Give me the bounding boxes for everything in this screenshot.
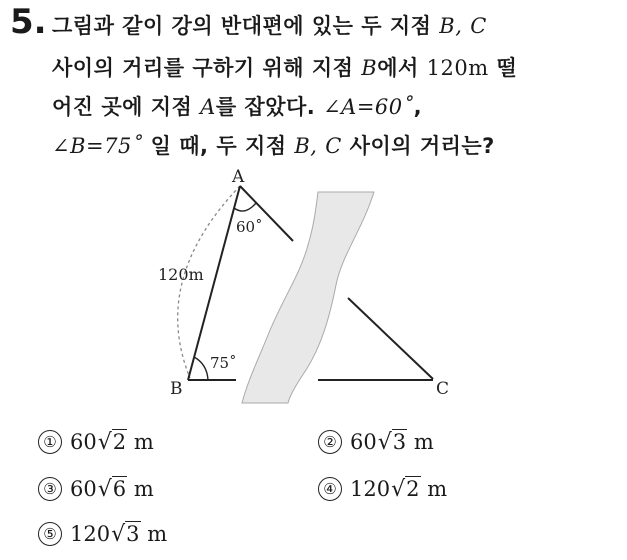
angle-a-expression: ∠A=60˚ xyxy=(323,95,414,119)
label-b: B xyxy=(170,379,183,399)
choice-radicand: 2 xyxy=(112,430,127,454)
choice-radicand: 3 xyxy=(126,522,140,546)
choice-unit: m xyxy=(147,522,168,546)
question-text: 어진 곳에 지점 xyxy=(52,95,201,119)
choice-radicand: 3 xyxy=(392,430,407,454)
question-text: 사이의 거리를 구하기 위해 지점 xyxy=(52,56,362,80)
choice-coefficient: 120 xyxy=(350,477,391,501)
choice-coefficient: 60 xyxy=(70,477,97,501)
point-c-ref: C xyxy=(325,134,342,158)
choice-number: ③ xyxy=(38,477,62,501)
question-text: , xyxy=(413,95,423,119)
point-b-ref: B xyxy=(361,56,378,80)
question-text: 그림과 같이 강의 반대편에 있는 두 지점 xyxy=(52,14,440,38)
choice-5[interactable] xyxy=(38,522,167,547)
question-text: 사이의 거리는? xyxy=(341,134,495,158)
sqrt-symbol: √3 xyxy=(111,522,140,547)
comma: , xyxy=(455,14,463,38)
choice-unit: m xyxy=(133,430,154,454)
choice-number: ② xyxy=(318,430,342,454)
question-number: 5. xyxy=(10,2,47,42)
distance-unit: m xyxy=(468,56,489,80)
question-text: 에서 xyxy=(377,56,427,80)
choice-radicand: 6 xyxy=(112,477,127,501)
sqrt-symbol: √3 xyxy=(377,430,407,455)
choice-number: ④ xyxy=(318,477,342,501)
point-a-ref: A xyxy=(200,95,216,119)
angle-a-arc xyxy=(234,203,256,211)
comma: , xyxy=(310,134,318,158)
choice-3[interactable] xyxy=(38,477,154,502)
angle-b-label: 75˚ xyxy=(210,354,237,372)
choice-4[interactable] xyxy=(318,477,447,502)
choice-coefficient: 60 xyxy=(70,430,97,454)
side-ab-label: 120m xyxy=(158,265,204,284)
choice-number: ① xyxy=(38,430,62,454)
choice-coefficient: 120 xyxy=(70,522,111,546)
question-text: 일 때, 두 지점 xyxy=(142,134,295,158)
choice-radicand: 2 xyxy=(406,477,420,501)
label-a: A xyxy=(232,167,245,187)
angle-b-expression: ∠B=75˚ xyxy=(52,134,143,158)
sqrt-symbol: √2 xyxy=(97,430,127,455)
choice-number: ⑤ xyxy=(38,522,62,546)
label-c: C xyxy=(436,379,450,399)
ray-to-c-upper xyxy=(348,298,433,379)
point-b-ref: B xyxy=(439,14,456,38)
choice-coefficient: 60 xyxy=(350,430,377,454)
choice-unit: m xyxy=(427,477,448,501)
angle-b-arc xyxy=(194,357,208,380)
choice-unit: m xyxy=(133,477,154,501)
choice-2[interactable] xyxy=(318,430,434,455)
question-text: 를 잡았다. xyxy=(215,95,324,119)
question-text: 떨 xyxy=(488,56,518,80)
sqrt-symbol: √6 xyxy=(97,477,127,502)
point-c-ref: C xyxy=(470,14,487,38)
distance-value: 120 xyxy=(426,56,469,80)
point-b-ref: B xyxy=(294,134,311,158)
choice-unit: m xyxy=(413,430,434,454)
angle-a-label: 60˚ xyxy=(236,218,263,236)
choice-1[interactable] xyxy=(38,430,154,455)
sqrt-symbol: √2 xyxy=(391,477,420,502)
